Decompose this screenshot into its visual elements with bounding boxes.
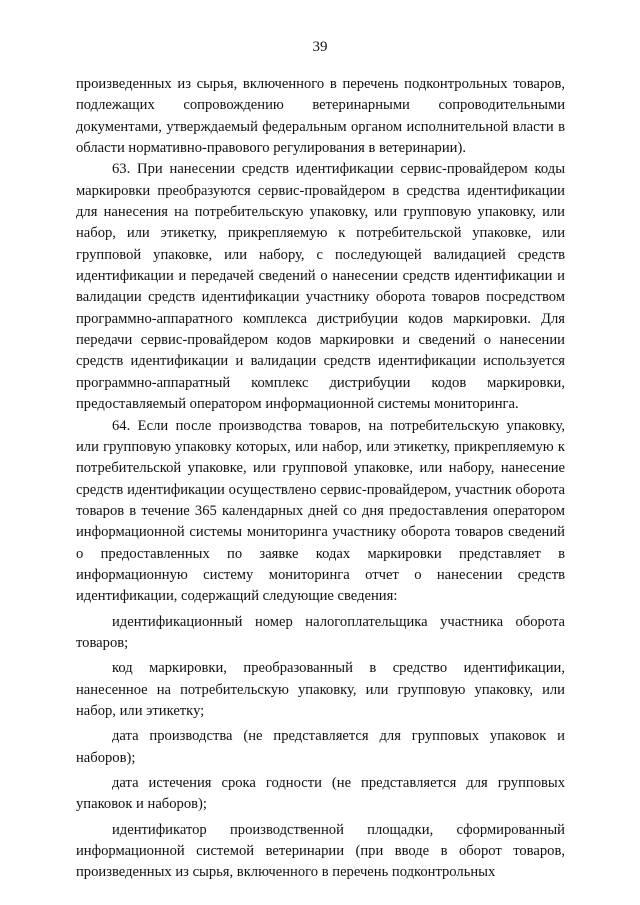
list-item-production-site-id: идентификатор производственной площадки, сформированный информационной системой ветеринарии (при вводе в оборот товаров, произведенных из сырья, включенного в перечень подконтрольных [76, 821, 565, 881]
list-item-inn: идентификационный номер налогоплательщика участника оборота товаров; [76, 613, 565, 651]
list-item-marking-code: код маркировки, преобразованный в средство идентификации, нанесенное на потребительскую упаковку, или групповую упаковку, или набор, или этикетку; [76, 660, 565, 719]
paragraph-63: 63. При нанесении средств идентификации сервис-провайдером коды маркировки преобразуются сервис-провайдером в средства идентификации для нанесения на потребительскую упаковку, или групповую упаковку, или набор, или этикетку, прикрепляемую к потребительской упаковке, или групповой упаковке, или набору, с последующей валидацией средств идентификации и передачей сведений о нанесении средств идентификации и валидации средств идентификации участнику оборота товаров посредством программно-аппаратного комплекса дистрибуции кодов маркировки. Для передачи сервис-провайдером кодов маркировки и сведений о нанесении средств идентификации и валидации средств идентификации используется программно-аппаратный комплекс дистрибуции кодов маркировки, предоставляемый оператором информационной системы мониторинга. [76, 161, 565, 413]
paragraph-64: 64. Если после производства товаров, на потребительскую упаковку, или групповую упаковку которых, или набор, или этикетку, прикрепляемую к потребительской упаковке, или групповой упаковке, или набору, нанесение средств идентификации осуществлено сервис-провайдером, участник оборота товаров в течение 365 календарных дней со дня предоставления оператором информационной системы мониторинга участнику оборота товаров сведений о предоставленных по заявке кодах маркировки представляет в информационную систему мониторинга отчет о нанесении средств идентификации, содержащий следующие сведения: [76, 417, 565, 605]
list-item-production-date: дата производства (не представляется для групповых упаковок и наборов); [76, 728, 565, 766]
paragraph-continuation: произведенных из сырья, включенного в перечень подконтрольных товаров, подлежащих сопровождению ветеринарными сопроводительными документами, утверждаемый федеральным органом исполнительной власти в области нормативно-правового регулирования в ветеринарии). [76, 76, 565, 157]
document-body [76, 74, 565, 884]
page-number: 39 [312, 39, 328, 55]
list-item-expiry-date: дата истечения срока годности (не представляется для групповых упаковок и наборов); [76, 775, 565, 813]
